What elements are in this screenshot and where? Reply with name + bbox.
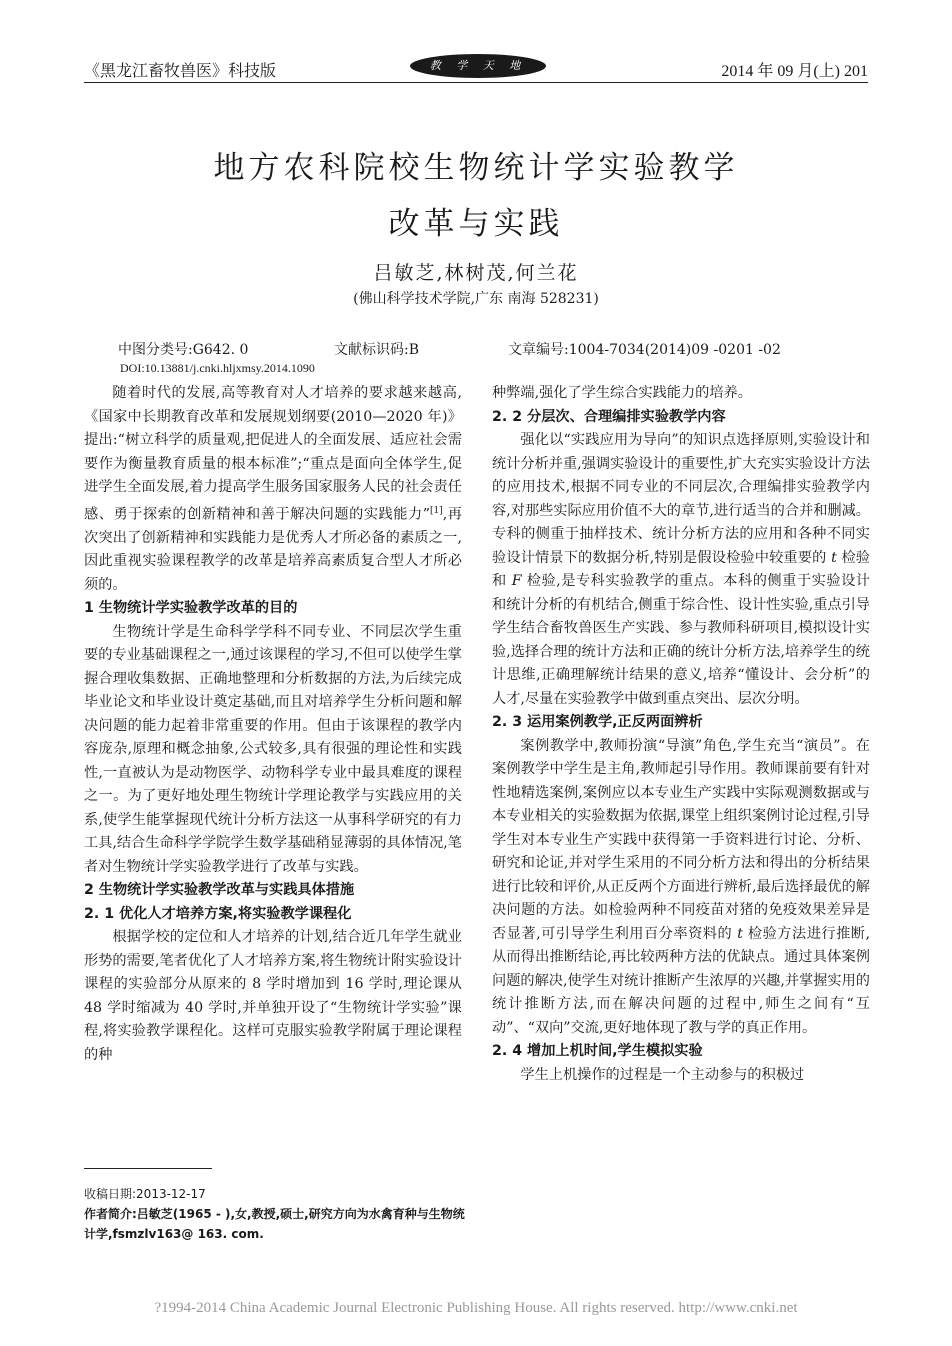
section-2-1-heading: 2. 1 优化人才培养方案,将实验教学课程化: [84, 905, 352, 922]
t-symbol: t: [737, 925, 743, 942]
s22-text-c: 检验,是专科实验教学的重点。本科的侧重于实验设计和统计分析的有机结合,侧重于综合性、设计性实验,重点引导学生结合畜牧兽医生产实践、参与教师科研项目,模拟设计实验,选择合理的统计方法和正确的统计分析方法,培养学生的统计思维,正确理解统计结果的意义,培养“懂设计、会分析”的人才,尽量在实验教学中做到重点突出、层次分明。: [492, 573, 870, 707]
section-2-3-heading: 2. 3 运用案例教学,正反两面辨析: [492, 714, 703, 730]
section-2-3-body: [492, 735, 870, 1041]
citation-ref: [1]: [430, 505, 443, 516]
section-2-1-body: 根据学校的定位和人才培养的计划,结合近几年学生就业形势的需要,笔者优化了人才培养方案,将生物统计附实验设计课程的实验部分从原来的 8 学时增加到 16 学时,理论课从 48 学时缩减为 40 学时,并单独开设了“生物统计学实验”课程,将实验教学课程化。这样可克服实验教学附属于理论课程的种: [84, 929, 462, 1063]
t-symbol: t: [831, 549, 837, 566]
issue-info: 2014 年 09 月(上) 201: [721, 63, 868, 80]
intro-text: 随着时代的发展,高等教育对人才培养的要求越来越高,《国家中长期教育改革和发展规划纲要(2010—2020 年)》提出:“树立科学的质量观,把促进人的全面发展、适应社会需要作为衡量教育质量的根本标准”;“重点是面向全体学生,促进学生全面发展,着力提高学生服务国家服务人民的社会责任感、勇于探索的创新精神和善于解决问题的实践能力”: [84, 385, 462, 523]
document-code: 文献标识码:B: [334, 342, 420, 358]
affiliation: (佛山科学技术学院,广东 南海 528231): [353, 291, 599, 307]
title-line-1: 地方农科院校生物统计学实验教学: [213, 150, 739, 186]
authors: 吕敏芝,林树茂,何兰花: [373, 262, 579, 284]
section-2-4-heading: 2. 4 增加上机时间,学生模拟实验: [492, 1043, 703, 1059]
received-date: 收稿日期:2013-12-17: [84, 1187, 206, 1201]
s22-text-a: 强化以“实践应用为导向”的知识点选择原则,实验设计和统计分析并重,强调实验设计的重要性,扩大充实实验设计方法的应用技术,根据不同专业的不同层次,合理编排实验教学内容,对那些实际应用价值不大的章节,进行适当的合并和删减。专科的侧重于抽样技术、统计分析方法的应用和各种不同实验设计情景下的数据分析,特别是假设检验中较重要的: [492, 432, 870, 566]
s22-text-b: 检验和: [492, 549, 870, 589]
section-1-body: 生物统计学是生命科学学科不同专业、不同层次学生重要的专业基础课程之一,通过该课程的学习,不但可以使学生掌握合理收集数据、正确地整理和分析数据的方法,为后续完成毕业论文和毕业设计奠定基础,而且对培养学生分析问题和解决问题的能力起着非常重要的作用。但由于该课程的教学内容庞杂,原理和概念抽象,公式较多,具有很强的理论性和实践性,一直被认为是动物医学、动物科学专业中最具难度的课程之一。为了更好地处理生物统计学理论教学与实践应用的关系,使学生能掌握现代统计分析方法这一从事科学研究的有力工具,结合生命科学学院学生数学基础稍显薄弱的具体情况,笔者对生物统计学实验教学进行了改革与实践。: [84, 623, 462, 875]
doi: DOI:10.13881/j.cnki.hljxmsy.2014.1090: [120, 361, 315, 375]
header-rule: [84, 82, 868, 83]
intro-paragraph: [84, 382, 462, 597]
s23-text-a: 案例教学中,教师扮演“导演”角色,学生充当“演员”。在案例教学中学生是主角,教师起引导作用。教师课前要有针对性地精选案例,案例应以本专业生产实践中实际观测数据或与本专业相关的实验数据为依据,课堂上组织案例讨论过程,引导学生对本专业生产实践中获得第一手资料进行讨论、分析、研究和论证,并对学生采用的不同分析方法和得出的分析结果进行比较和评价,从正反两个方面进行辨析,最后选择最优的解决问题的方法。如检验两种不同疫苗对猪的免疫效果差异是否显著,可引导学生利用百分率资料的: [492, 737, 870, 942]
intro-tail: ,再次突出了创新精神和实践能力是优秀人才所必备的素质之一,因此重视实验课程教学的改革是培养高素质复合型人才所必须的。: [84, 506, 462, 593]
section-2-heading: 2 生物统计学实验教学改革与实践具体措施: [84, 882, 355, 899]
title-line-2: 改革与实践: [388, 206, 564, 242]
copyright-footer: ?1994-2014 China Academic Journal Electronic Publishing House. All rights reserved. http://www.cnki.net: [154, 1300, 798, 1316]
journal-name: 《黑龙江畜牧兽医》科技版: [84, 63, 277, 80]
footnote-rule: [84, 1168, 212, 1169]
f-symbol: F: [511, 573, 522, 589]
clc-number: 中图分类号:G642. 0: [118, 342, 249, 358]
section-1-heading: 1 生物统计学实验教学改革的目的: [84, 600, 298, 617]
continued-paragraph: 种弊端,强化了学生综合实践能力的培养。: [492, 385, 752, 401]
section-2-2-body: [492, 429, 870, 711]
section-2-4-body: 学生上机操作的过程是一个主动参与的积极过: [520, 1066, 805, 1083]
article-number: 文章编号:1004-7034(2014)09 -0201 -02: [508, 342, 781, 358]
s23-text-b: 检验方法进行推断,从而得出推断结论,再比较两种方法的优缺点。通过具体案例问题的解决,使学生对统计推断产生浓厚的兴趣,并掌握实用的统计推断方法,而在解决问题的过程中,师生之间有“互动”、“双向”交流,更好地体现了教与学的真正作用。: [492, 925, 870, 1036]
author-bio: 作者简介:吕敏芝(1965 - ),女,教授,硕士,研究方向为水禽育种与生物统计学,fsmzlv163@ 163. com.: [84, 1207, 465, 1241]
section-badge: 教 学 天 地: [410, 54, 546, 78]
left-column: [84, 382, 462, 1067]
right-column: [492, 382, 870, 1087]
section-2-2-heading: 2. 2 分层次、合理编排实验教学内容: [492, 408, 726, 425]
